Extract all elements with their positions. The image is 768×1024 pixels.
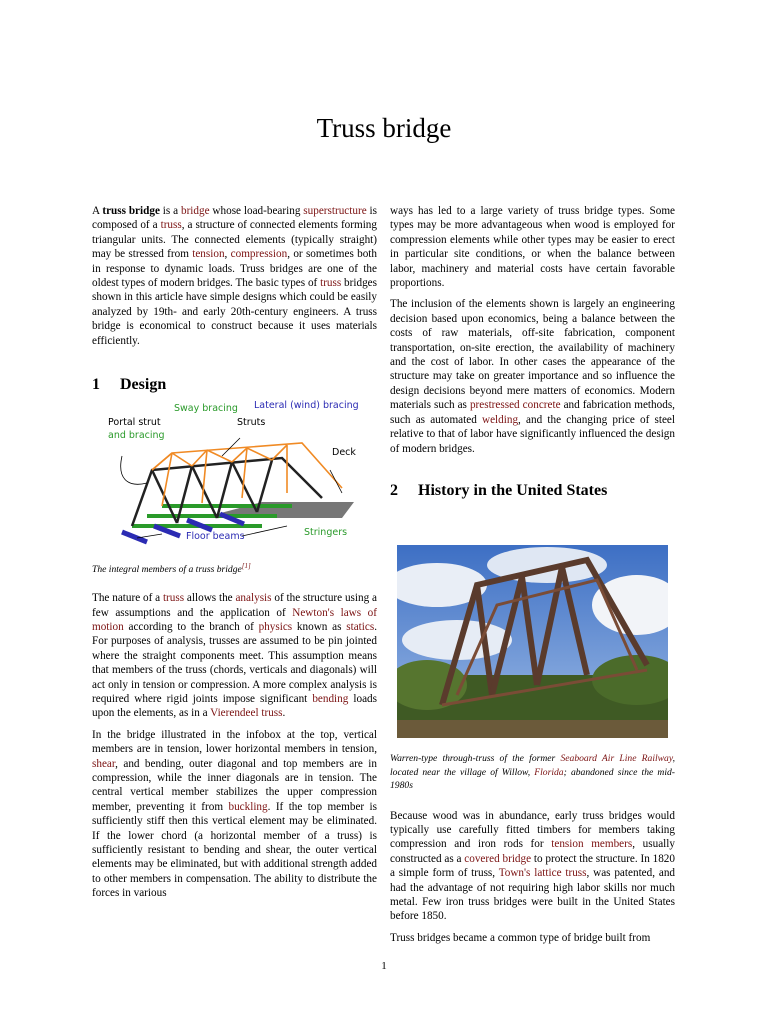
truss-diagram xyxy=(92,400,377,548)
label-deck: Deck xyxy=(332,447,356,459)
label-struts: Struts xyxy=(237,417,266,429)
link-newtons-laws[interactable]: Newton's laws of motion xyxy=(92,606,377,633)
right-column xyxy=(390,204,675,498)
label-sway-bracing: Sway bracing xyxy=(174,403,238,415)
left-column xyxy=(92,204,377,908)
link-buckling[interactable]: buckling xyxy=(228,800,268,813)
link-vierendeel-truss[interactable]: Vierendeel truss xyxy=(210,707,283,720)
link-truss[interactable]: truss xyxy=(160,219,182,232)
page-title: Truss bridge xyxy=(316,113,452,143)
label-lateral-bracing: Lateral (wind) bracing xyxy=(254,400,359,412)
photo-caption: Warren-type through-truss of the former Seaboard Air Line Railway, located near the village of Willow, Florida; abandoned since the mid-1980s xyxy=(390,753,675,791)
link-physics[interactable]: physics xyxy=(258,620,293,633)
link-bridge[interactable]: bridge xyxy=(180,205,210,217)
bridge-photo xyxy=(397,545,668,738)
label-and-bracing: and bracing xyxy=(108,430,165,442)
link-seaboard[interactable]: Seaboard Air Line Railway xyxy=(560,753,673,764)
link-welding[interactable]: welding xyxy=(482,413,519,426)
intro-paragraph: A truss bridge is a bridge whose load-bearing superstructure is composed of a truss, a structure of connected elements forming triangular units. The connected elements (typically straight) may be stressed from tension, compression, or sometimes both in response to dynamic loads. Truss bridges are one of the oldest types of modern bridges. The basic types of truss bridges shown in this article have simple designs which could be easily analyzed by 19th- and early 20th-century engineers. A truss bridge is economical to construct because it uses materials efficiently. xyxy=(92,205,378,347)
reference-link[interactable]: [1] xyxy=(241,562,251,571)
link-tension-members[interactable]: tension members xyxy=(551,838,633,851)
link-statics[interactable]: statics xyxy=(346,620,375,633)
ground xyxy=(397,720,668,738)
link-towns-lattice-truss[interactable]: Town's lattice truss xyxy=(498,867,587,880)
continuation-paragraph: ways has led to a large variety of truss bridge types. Some types may be more advantageous when wood is employed for compression elements while other types may be easier to erect in particular site conditions, or when the balance between labor, machinery and material costs have certain favorable proportions. xyxy=(390,205,675,290)
leader-lines xyxy=(121,438,342,538)
inclusion-paragraph: The inclusion of the elements shown is largely an engineering decision based upon economics, being a balance between the costs of raw materials, off-site fabrication, component transportation, on-site erection, the availability of machinery and the cost of labor. In other cases the appearance of the structure may take on greater importance and so influence the design decisions beyond mere matters of economics. Modern materials such as prestressed concrete and fabrication methods, such as automated welding, and the changing price of steel relative to that of labor have significantly influenced the design of modern bridges. xyxy=(390,298,675,455)
link-florida[interactable]: Florida xyxy=(534,766,564,778)
bridge-photo-svg xyxy=(397,545,668,738)
bold-term: truss bridge xyxy=(102,205,160,217)
label-stringers: Stringers xyxy=(304,527,348,539)
nature-paragraph: The nature of a truss allows the analysis of the structure using a few assumptions and the application of Newton's laws of motion according to the branch of physics known as statics. For purposes of analysis, trusses are assumed to be pin jointed where the straight components meet. This assumption means that members of the truss (chords, verticals and diagonals) will act only in tension or compression. A more complex analysis is required where rigid joints impose significant bending loads upon the elements, as in a Vierendeel truss. xyxy=(92,592,378,720)
link-analysis[interactable]: analysis xyxy=(235,592,272,605)
last-paragraph: Truss bridges became a common type of bridge built from xyxy=(390,931,651,944)
link-truss-2[interactable]: truss xyxy=(320,277,342,290)
section-heading-design: 1 Design xyxy=(92,376,167,394)
link-tension[interactable]: tension xyxy=(192,248,225,261)
page-number: 1 xyxy=(381,960,387,972)
label-floor-beams: Floor beams xyxy=(186,531,245,543)
bracing-members xyxy=(152,443,342,506)
link-bending[interactable]: bending xyxy=(312,693,349,705)
label-portal-strut: Portal strut xyxy=(108,417,161,429)
diagram-caption: The integral members of a truss bridge[1] xyxy=(92,562,251,576)
link-superstructure[interactable]: superstructure xyxy=(303,205,367,217)
wood-paragraph: Because wood was in abundance, early truss bridges would typically use carefully fitted timbers for members taking compression and iron rods for tension members, usually constructed as a covered bridge to protect the structure. In 1820 a simple form of truss, Town's lattice truss, was patented, and had the advantage of not requiring high labor skills nor much metal. Few iron truss bridges were built in the United States before 1850. xyxy=(390,809,676,923)
right-column-lower xyxy=(390,752,675,952)
link-compression[interactable]: compression xyxy=(230,248,288,261)
link-truss-3[interactable]: truss xyxy=(162,592,185,605)
infobox-paragraph: In the bridge illustrated in the infobox at the top, vertical members are in tension, lower horizontal members in tension, shear, and bending, outer diagonal and top members are in compression, while the inner diagonals are in tension. The central vertical member stabilizes the upper compression member, preventing it from buckling. If the top member is sufficiently stiff then this vertical element may be eliminated. If the lower chord (a horizontal member of a truss) is sufficiently resistant to bending and shear, the outer vertical elements may be eliminated, but with additional strength added to other members in compensation. The ability to distribute the forces in various xyxy=(92,728,378,900)
link-prestressed-concrete[interactable]: prestressed concrete xyxy=(469,399,561,412)
link-covered-bridge[interactable]: covered bridge xyxy=(464,852,532,865)
section-heading-history: 2 History in the United States xyxy=(390,481,608,499)
link-shear[interactable]: shear xyxy=(92,757,116,770)
